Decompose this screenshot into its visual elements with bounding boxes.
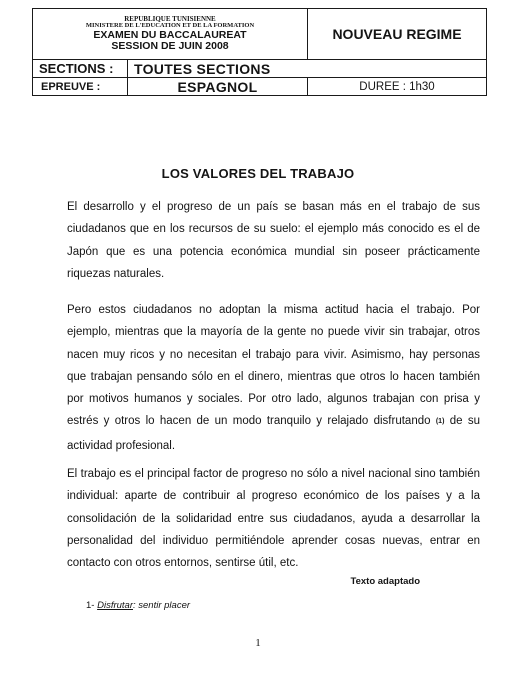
- footnote: [86, 600, 190, 611]
- sections-value: TOUTES SECTIONS: [128, 60, 487, 78]
- text-title: LOS VALORES DEL TRABAJO: [161, 166, 355, 181]
- footnote-reference: (1): [435, 418, 445, 426]
- epreuve-label: EPREUVE :: [33, 78, 128, 96]
- institution-block: [33, 9, 308, 60]
- republic-name: REPUBLIQUE TUNISIENNE: [124, 14, 216, 23]
- paragraph-3: El trabajo es el principal factor de progreso no sólo a nivel nacional sino también individual: aparte de contribuir al progreso económico de los países y a la consolidación de la solidaridad entre sus ciudadanos, ayuda a desarrollar la personalidad del individuo permitiéndole aprender cosas nuevas, entrar en contacto con otros entornos, sentirse útil, etc.: [67, 468, 480, 570]
- paragraph-2-text: Pero estos ciudadanos no adoptan la misma actitud hacia el trabajo. Por ejemplo, mientras que la mayoría de la gente no puede vivir sin trabajar, otros nacen muy ricos y no necesitan el trabajo para vivir. Asimismo, hay personas que trabajan pensando sólo en el dinero, mientras que otros lo hacen también por motivos humanos y sociales. Por otro lado, algunos trabajan con prisa y estrés y otros lo hacen de un modo tranquilo y relajado disfrutando: [67, 304, 480, 428]
- ministry-name: MINISTERE DE L'EDUCATION ET DE LA FORMATION: [85, 22, 255, 30]
- footnote-number: 1-: [86, 600, 95, 611]
- exam-name: EXAMEN DU BACCALAUREAT: [93, 29, 247, 42]
- exam-session: SESSION DE JUIN 2008: [111, 40, 229, 53]
- paragraph-1: El desarrollo y el progreso de un país se basan más en el trabajo de sus ciudadanos que en los recursos de su suelo: el ejemplo más conocido es el de Japón que es una potencia económica mundial sin poseer prácticamente riquezas naturales.: [67, 201, 480, 280]
- exam-header: [32, 8, 487, 96]
- paragraph-2-end: de su actividad profesional.: [67, 415, 480, 452]
- footnote-term: Disfrutar: [97, 600, 133, 611]
- epreuve-value: ESPAGNOL: [128, 78, 308, 96]
- sections-label: SECTIONS :: [33, 60, 128, 78]
- paragraph-2: [67, 299, 480, 457]
- page-number: 1: [255, 637, 261, 649]
- footnote-definition: : sentir placer: [133, 600, 191, 611]
- duration: DUREE : 1h30: [308, 78, 487, 96]
- regime-label: NOUVEAU REGIME: [308, 9, 487, 60]
- source-note: Texto adaptado: [350, 576, 420, 587]
